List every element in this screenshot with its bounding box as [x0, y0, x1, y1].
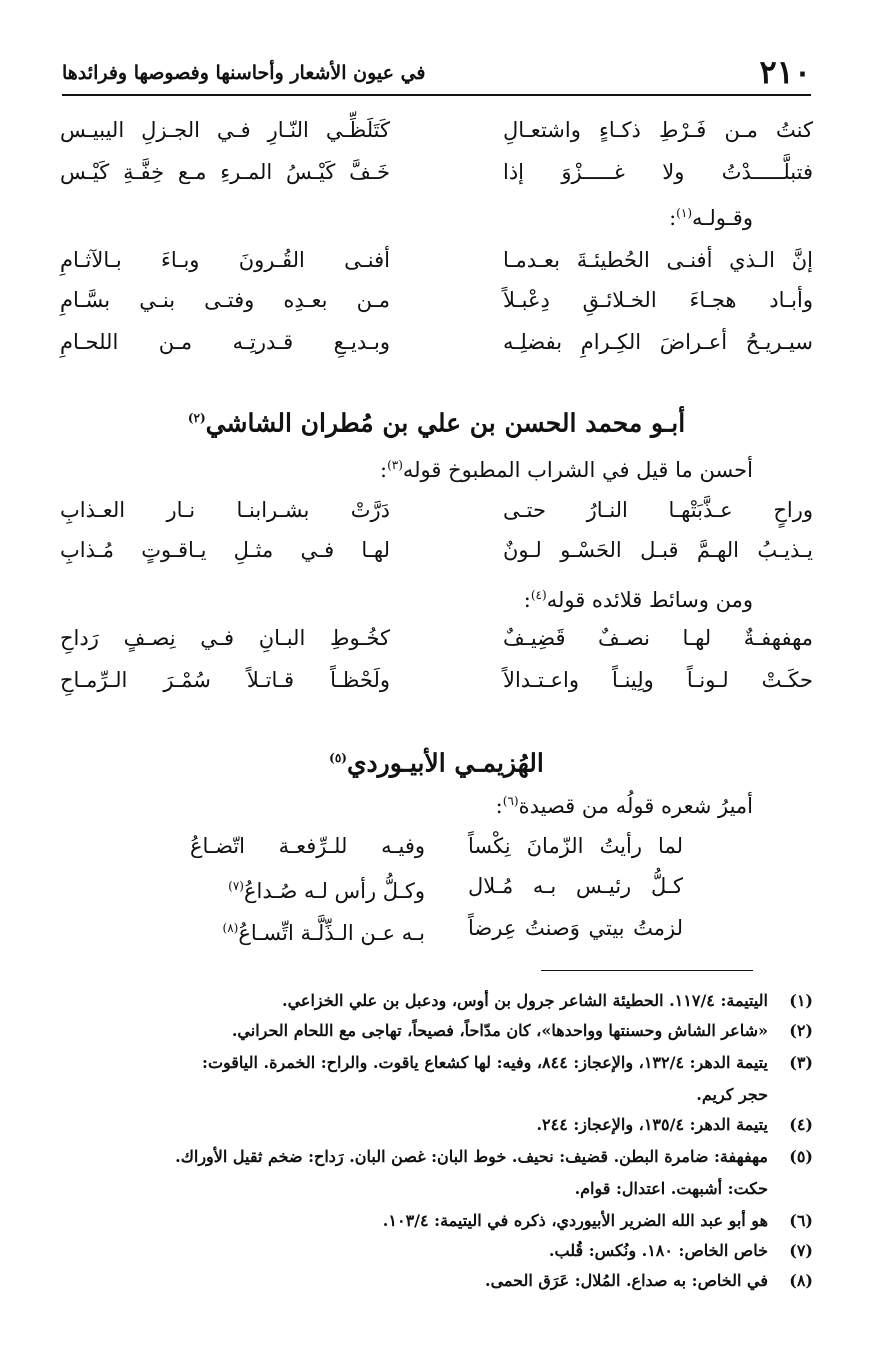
heading-text: أبـو محمد الحسن بن علي بن مُطران الشاشي: [205, 408, 686, 438]
footnote-ref: (١): [676, 206, 692, 220]
intro-text: وقـولـه: [692, 206, 753, 230]
intro-text: أميرُ شعره قولُه من قصيدة: [518, 794, 753, 818]
footnote-number: (٦): [789, 1211, 813, 1230]
footnote-text: يتيمة الدهر: ١٣٥/٤، والإعجاز: ٢٤٤.: [536, 1115, 768, 1134]
verse-hemistich-2: وبـديـعِ قـدرتِـه مـن اللحـامِ: [60, 330, 390, 354]
footnote-ref: (٦): [502, 794, 519, 808]
verse-hemistich-2: أفنـى القُـرونَ وبـاءَ بـالآثـامِ: [60, 248, 390, 272]
verse-hemistich-1: إنَّ الـذي أفنـى الحُطيئـةَ بعـدمـا: [503, 248, 813, 272]
intro-line: [669, 196, 753, 235]
section-heading: [0, 398, 873, 443]
footnote-number: (٢): [789, 1021, 813, 1040]
intro-line: [380, 448, 753, 487]
heading-text: الهُزيمـي الأبيـوردي: [346, 748, 544, 778]
section-heading: [0, 738, 873, 783]
verse-hemistich-1: مهفهفـةٌ لهـا نصـفٌ قَضِيـفٌ: [503, 626, 813, 650]
verse-hemistich-2: وفيـه للـرِّفعـة اتّضـاعُ: [190, 834, 425, 858]
footnote-number: (٨): [789, 1271, 813, 1290]
footnote-ref: (٢): [187, 411, 206, 425]
footnote-number: (٤): [789, 1115, 813, 1134]
verse-hemistich-2: ولَحْظـاً قـاتـلاً سُمْـرَ الـرِّمـاحِ: [60, 668, 390, 692]
verse-hemistich-2: مـن بعـدِه وفتـى بنـي بسَّـامِ: [60, 288, 390, 312]
running-title: في عيون الأشعار وأحاسنها وفصوصها وفرائدها: [62, 62, 426, 84]
footnote-text: يتيمة الدهر: ١٣٢/٤، والإعجاز: ٨٤٤، وفيه: لها كشعاع ياقوت. والراح: الخمرة. الياقوت:: [202, 1053, 768, 1072]
footnote-text: في الخاص: به صداع. المُلال: عَرَق الحمى.: [485, 1271, 768, 1290]
verse-hemistich-1: كـلُّ رئيـس بـه مُـلال: [468, 874, 683, 898]
verse-hemistich-2: [190, 908, 425, 953]
verse-hemistich-1: وأبـاد هجـاءَ الخـلائـقِ دِعْبـلاً: [503, 288, 813, 312]
verse-hemistich-1: فتبلَّـــــدْتُ ولا غـــــزْوَ إذا: [503, 160, 813, 184]
footnote-ref: (٥): [329, 751, 347, 765]
footnote-text: «شاعر الشاش وحسنتها وواحدها»، كان مدّاحاً، فصيحاً، تهاجى مع اللحام الحراني.: [231, 1021, 768, 1040]
verse-hemistich-1: لزمتُ بيتي وَصنتُ عِرضاً: [468, 916, 683, 940]
verse-hemistich-1: وراحٍ عـذَّبَتْهـا النـارُ حتـى: [503, 498, 813, 522]
intro-line: [524, 578, 753, 617]
hemistich-text: بـه عـن الـذِّلَّـة اتِّسـاعُ: [238, 921, 425, 945]
footnote-ref: (٧): [228, 879, 244, 893]
intro-line: [496, 784, 753, 823]
verse-hemistich-2: خَـفَّ كَيْـسُ المـرءِ مـع خِفَّـةِ كَيْـس: [60, 160, 390, 184]
footnote-text: مهفهفة: ضامرة البطن. قضيف: نحيف. خوط البان: غصن البان. رَداح: ضخم ثقيل الأوراك.: [175, 1147, 768, 1166]
intro-colon: :: [379, 458, 388, 482]
verse-hemistich-1: لما رأيتُ الزّمانَ نِكْساً: [468, 834, 683, 858]
verse-hemistich-2: [190, 866, 425, 911]
footnote-ref: (٤): [530, 588, 547, 602]
verse-hemistich-1: سيـريـحُ أعـراضَ الكِـرامِ بفضلِـه: [503, 330, 813, 354]
footnote-number: (١): [789, 991, 813, 1010]
verse-hemistich-2: لهـا فـي مثـلِ يـاقـوتٍ مُـذابِ: [60, 538, 390, 562]
footnote-number: (٥): [789, 1147, 813, 1166]
verse-hemistich-2: دَرَّتْ بشـرابنـا نـار العـذابِ: [60, 498, 390, 522]
intro-colon: :: [669, 206, 677, 230]
verse-hemistich-1: كنتُ مـن فَـرْطِ ذكـاءٍ واشتعـالِ: [503, 118, 813, 142]
intro-text: أحسن ما قيل في الشراب المطبوخ قوله: [402, 458, 753, 482]
verse-hemistich-1: حكَـتْ لـونـاً ولِينـاً واعـتـدالاً: [503, 668, 813, 692]
footnote-number: (٧): [789, 1241, 813, 1260]
intro-text: ومن وسائط قلائده قوله: [546, 588, 753, 612]
intro-colon: :: [495, 794, 503, 818]
verse-hemistich-1: يـذيـبُ الهـمَّ قبـل الحَسْـو لـونٌ: [503, 538, 813, 562]
footnote-text: اليتيمة: ١١٧/٤. الحطيئة الشاعر جرول بن أوس، ودعبل بن علي الخزاعي.: [282, 991, 768, 1010]
hemistich-text: وكـلُّ رأس لـه صُـداعُ: [243, 879, 425, 903]
footnote-continuation: حجر كريم.: [696, 1085, 768, 1104]
running-header: [62, 52, 811, 92]
verse-hemistich-2: كَتَلَظِّـي النّـارِ فـي الجـزلِ اليبيـس: [60, 118, 390, 142]
footnote-rule: [541, 970, 753, 971]
footnote-ref: (٨): [222, 921, 239, 935]
footnote-text: خاص الخاص: ١٨٠. ونُكس: قُلب.: [548, 1241, 768, 1260]
page-number: ٢١٠: [759, 53, 811, 91]
footnote-number: (٣): [789, 1053, 813, 1072]
footnote-text: هو أبو عبد الله الضرير الأبيوردي، ذكره في اليتيمة: ١٠٣/٤.: [382, 1211, 768, 1230]
intro-colon: :: [523, 588, 531, 612]
header-rule: [62, 94, 811, 96]
footnote-continuation: حكت: أشبهت. اعتدال: قوام.: [574, 1179, 768, 1198]
verse-hemistich-2: كخُـوطِ البـانِ فـي نِصـفٍ رَداحِ: [60, 626, 390, 650]
footnote-ref: (٣): [387, 458, 403, 472]
